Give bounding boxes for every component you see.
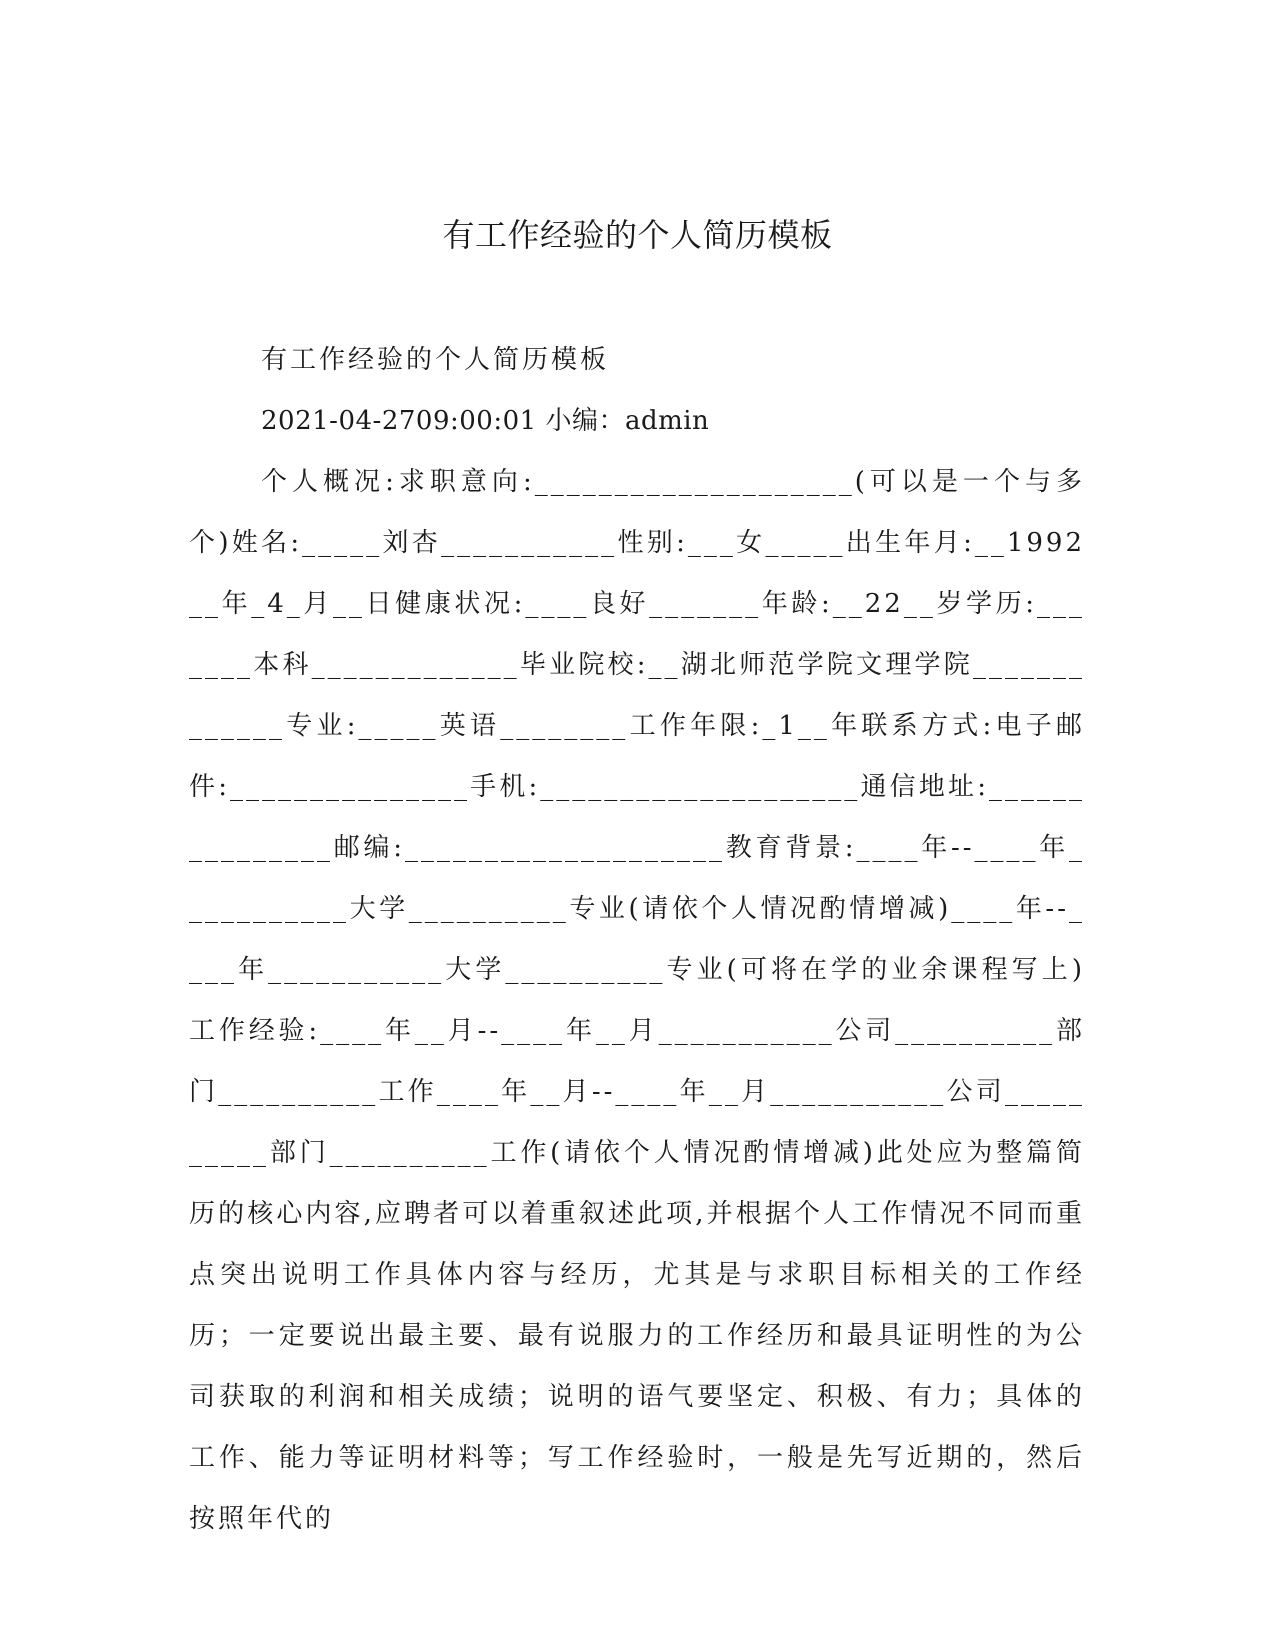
document-subtitle: 有工作经验的个人简历模板 xyxy=(261,345,610,375)
document-meta-line: 2021-04-2709:00:01 小编：admin xyxy=(261,406,710,436)
document-title: 有工作经验的个人简历模板 xyxy=(442,216,833,254)
document-body: 个人概况:求职意向:____________________(可以是一个与多个)姓名:_____刘杏___________性别:___女_____出生年月:__1992__年_4_月__日健康状况:____良好_______年龄:__22__岁学历:_______本科_____________毕业院校:__湖北师范学院文理学院_____________专业:_____英语________工作年限:_1__年联系方式:电子邮件:_______________手机:____________________通信地址:_______________邮编:____________________教育背景:____年--____年___________大学__________专业(请依个人情况酌情增减)____年--____年___________大学__________专业(可将在学的业余课程写上)工作经验:____年__月--____年__月___________公司__________部门__________工作____年__月--____年__月___________公司__________部门__________工作(请依个人情况酌情增减)此处应为整篇简历的核心内容,应聘者可以着重叙述此项,并根据个人工作情况不同而重点突出说明工作具体内容与经历，尤其是与求职目标相关的工作经历；一定要说出最主要、最有说服力的工作经历和最具证明性的为公司获取的利润和相关成绩；说明的语气要坚定、积极、有力；具体的工作、能力等证明材料等；写工作经验时，一般是先写近期的，然后按照年代的 xyxy=(189,467,1085,1534)
document-content xyxy=(189,330,1085,1550)
